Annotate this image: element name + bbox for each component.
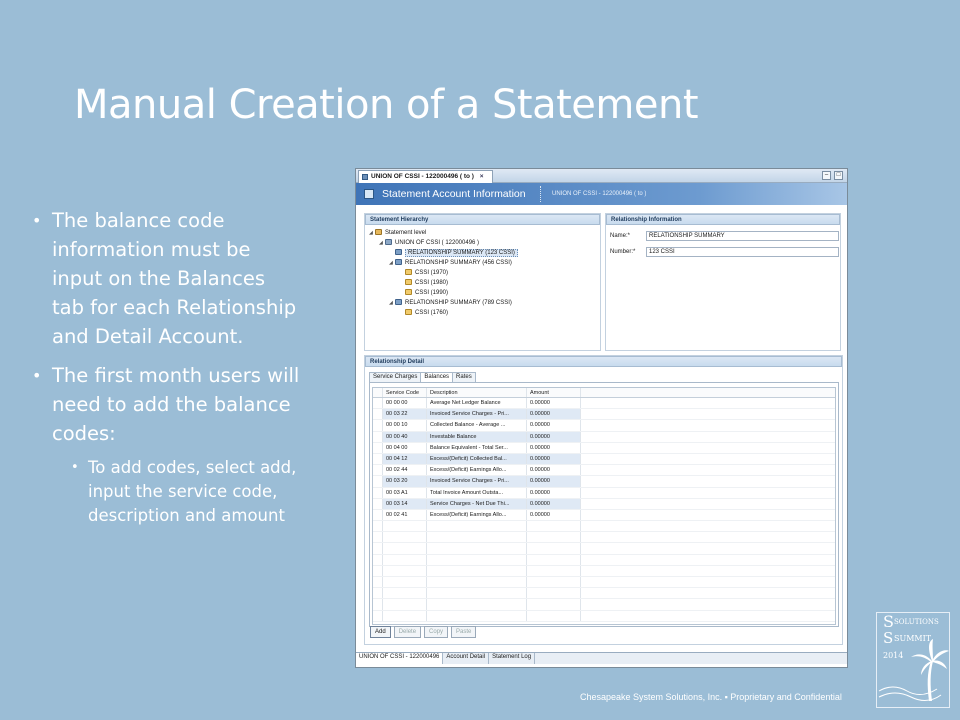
service-code-cell[interactable]: 00 00 00 [383, 398, 427, 408]
footer-text: Chesapeake System Solutions, Inc. ▪ Proprietary and Confidential [580, 692, 842, 702]
filler-cell [581, 611, 835, 621]
filler-cell [581, 566, 835, 576]
filler-cell [581, 488, 835, 498]
hierarchy-tree [365, 225, 600, 321]
tree-node-label: CSSI (1980) [415, 280, 449, 286]
table-row[interactable] [373, 465, 835, 476]
table-row[interactable] [373, 599, 835, 610]
description-cell[interactable]: Excess/(Deficit) Earnings Allo... [427, 510, 527, 520]
table-row[interactable] [373, 555, 835, 566]
relationship-detail-title: Relationship Detail [365, 356, 842, 367]
tree-node[interactable] [369, 248, 596, 258]
table-row[interactable] [373, 420, 835, 431]
row-header-cell [373, 432, 383, 442]
tab-service-charges[interactable]: Service Charges [369, 372, 421, 382]
balances-table [372, 387, 836, 625]
relationship-detail-pane [364, 355, 843, 645]
table-row[interactable] [373, 432, 835, 443]
table-row[interactable] [373, 577, 835, 588]
amount-cell[interactable] [527, 588, 581, 598]
tree-node-label: RELATIONSHIP SUMMARY (789 CSSI) [405, 300, 512, 306]
description-cell[interactable] [427, 532, 527, 542]
service-code-cell[interactable]: 00 04 00 [383, 443, 427, 453]
table-row[interactable] [373, 566, 835, 577]
service-code-cell[interactable] [383, 566, 427, 576]
form-subtitle: UNION OF CSSI - 122000496 ( to ) [552, 191, 647, 197]
hierarchy-title: Statement Hierarchy [365, 214, 600, 225]
filler-cell [581, 443, 835, 453]
expand-arrow-icon[interactable]: ◢ [369, 230, 373, 236]
amount-cell[interactable] [527, 611, 581, 621]
table-row[interactable] [373, 532, 835, 543]
app-screenshot-window [355, 168, 848, 668]
tree-node-label: UNION OF CSSI ( 122000496 ) [395, 240, 480, 246]
filler-cell [581, 432, 835, 442]
minimize-button[interactable]: – [822, 171, 831, 180]
window-controls [822, 171, 843, 180]
table-header [373, 388, 835, 398]
tree-node[interactable] [369, 258, 596, 268]
filler-cell [581, 409, 835, 419]
relationship-icon [395, 249, 402, 255]
column-header-amount[interactable]: Amount [527, 388, 581, 397]
description-cell[interactable] [427, 588, 527, 598]
name-label: Name:* [610, 233, 631, 239]
relationship-icon [395, 259, 402, 265]
amount-cell[interactable]: 0.00000 [527, 454, 581, 464]
folder-icon [375, 229, 382, 235]
service-code-cell[interactable]: 00 00 40 [383, 432, 427, 442]
table-button-bar [370, 626, 476, 638]
account-icon [405, 309, 412, 315]
table-row[interactable] [373, 611, 835, 622]
service-code-cell[interactable] [383, 521, 427, 531]
service-code-cell[interactable] [383, 588, 427, 598]
service-code-cell[interactable] [383, 532, 427, 542]
description-cell[interactable]: Investable Balance [427, 432, 527, 442]
filler-cell [581, 577, 835, 587]
delete-button[interactable]: Delete [394, 626, 421, 638]
row-header-cell [373, 543, 383, 553]
table-row[interactable] [373, 443, 835, 454]
service-code-cell[interactable]: 00 03 20 [383, 476, 427, 486]
detail-tabs [369, 372, 475, 382]
relationship-info-pane [605, 213, 841, 351]
filler-cell [581, 465, 835, 475]
row-header-cell [373, 409, 383, 419]
row-header-cell [373, 611, 383, 621]
service-code-cell[interactable]: 00 03 14 [383, 499, 427, 509]
service-code-cell[interactable] [383, 543, 427, 553]
amount-cell[interactable] [527, 555, 581, 565]
filler-cell [581, 532, 835, 542]
form-header-banner [356, 183, 847, 205]
table-body [373, 398, 835, 622]
tree-node[interactable] [369, 308, 596, 318]
sub-bullet-item: • To add codes, select add, input the service code, description and amount [88, 456, 302, 528]
description-cell[interactable]: Balance Equivalent - Total Ser... [427, 443, 527, 453]
svg-text:S: S [883, 613, 894, 631]
amount-cell[interactable] [527, 543, 581, 553]
relationship-info-title: Relationship Information [606, 214, 840, 225]
description-cell[interactable] [427, 611, 527, 621]
filler-cell [581, 499, 835, 509]
amount-cell[interactable]: 0.00000 [527, 432, 581, 442]
amount-cell[interactable] [527, 599, 581, 609]
row-header-cell [373, 599, 383, 609]
close-icon[interactable]: × [479, 173, 484, 180]
editor-tab[interactable] [358, 170, 493, 183]
row-header-cell [373, 555, 383, 565]
table-row[interactable] [373, 543, 835, 554]
table-row[interactable] [373, 588, 835, 599]
editor-tab-label: UNION OF CSSI - 122000496 ( to ) [371, 173, 474, 180]
balances-tab-panel [369, 382, 839, 627]
filler-cell [581, 521, 835, 531]
tab-rates[interactable]: Rates [452, 372, 476, 382]
number-label: Number:* [610, 249, 636, 255]
service-code-cell[interactable]: 00 02 41 [383, 510, 427, 520]
table-row[interactable] [373, 476, 835, 487]
bank-icon [385, 239, 392, 245]
tree-node[interactable] [369, 298, 596, 308]
tree-node[interactable] [369, 228, 596, 238]
column-header-filler [581, 388, 835, 397]
description-cell[interactable] [427, 599, 527, 609]
tree-node[interactable] [369, 278, 596, 288]
tab-account-detail[interactable]: Account Detail [443, 653, 489, 664]
amount-cell[interactable] [527, 521, 581, 531]
filler-cell [581, 543, 835, 553]
bottom-tab-bar [356, 652, 848, 664]
bullet-item: • The balance code information must be input on the Balances tab for each Relationship and Detail Account. [32, 206, 302, 351]
description-cell[interactable] [427, 521, 527, 531]
tree-node-label: CSSI (1970) [415, 270, 449, 276]
row-header-cell [373, 577, 383, 587]
tab-statement-log[interactable]: Statement Log [489, 653, 535, 664]
row-header-cell [373, 443, 383, 453]
filler-cell [581, 454, 835, 464]
amount-cell[interactable] [527, 577, 581, 587]
description-cell[interactable] [427, 566, 527, 576]
wave-icon [879, 693, 941, 701]
table-row[interactable] [373, 454, 835, 465]
palm-tree-icon [911, 639, 949, 701]
account-icon [405, 289, 412, 295]
amount-cell[interactable]: 0.00000 [527, 420, 581, 430]
row-header-cell [373, 398, 383, 408]
service-code-cell[interactable] [383, 599, 427, 609]
amount-cell[interactable] [527, 532, 581, 542]
row-header-cell [373, 454, 383, 464]
logo-line2: SUMMIT [894, 634, 932, 643]
description-cell[interactable] [427, 543, 527, 553]
table-row[interactable] [373, 398, 835, 409]
column-header-description[interactable]: Description [427, 388, 527, 397]
editor-tab-bar [356, 169, 847, 183]
tree-node[interactable] [369, 288, 596, 298]
row-header-cell [373, 499, 383, 509]
expand-arrow-icon[interactable]: ◢ [389, 260, 393, 266]
header-separator [540, 186, 541, 202]
row-header-cell [373, 465, 383, 475]
tree-node[interactable] [369, 238, 596, 248]
amount-cell[interactable]: 0.00000 [527, 510, 581, 520]
amount-cell[interactable]: 0.00000 [527, 499, 581, 509]
service-code-cell[interactable]: 00 00 10 [383, 420, 427, 430]
expand-arrow-icon[interactable]: ◢ [379, 240, 383, 246]
amount-cell[interactable]: 0.00000 [527, 488, 581, 498]
row-header-cell [373, 388, 383, 397]
tree-node-label: Statement level [385, 230, 427, 236]
service-code-cell[interactable] [383, 577, 427, 587]
table-row[interactable] [373, 499, 835, 510]
description-cell[interactable]: Total Invoice Amount Outsta... [427, 488, 527, 498]
service-code-cell[interactable]: 00 04 12 [383, 454, 427, 464]
amount-cell[interactable]: 0.00000 [527, 398, 581, 408]
add-button[interactable]: Add [370, 626, 391, 638]
filler-cell [581, 398, 835, 408]
row-header-cell [373, 566, 383, 576]
bullet-item: • The first month users will need to add the balance codes: [32, 361, 302, 448]
copy-button[interactable]: Copy [424, 626, 448, 638]
tree-node-label: RELATIONSHIP SUMMARY (456 CSSI) [405, 260, 512, 266]
form-icon [364, 189, 374, 199]
tree-node-label: RELATIONSHIP SUMMARY (123 CSSI) [405, 249, 518, 257]
service-code-cell[interactable]: 00 03 A1 [383, 488, 427, 498]
description-cell[interactable] [427, 577, 527, 587]
amount-cell[interactable]: 0.00000 [527, 465, 581, 475]
table-row[interactable] [373, 409, 835, 420]
amount-cell[interactable] [527, 566, 581, 576]
description-cell[interactable]: Excess/(Deficit) Earnings Allo... [427, 465, 527, 475]
paste-button[interactable]: Paste [451, 626, 476, 638]
tab-balances[interactable]: Balances [420, 372, 453, 382]
row-header-cell [373, 488, 383, 498]
table-row[interactable] [373, 521, 835, 532]
tree-node-label: CSSI (1760) [415, 310, 449, 316]
table-row[interactable] [373, 510, 835, 521]
table-row[interactable] [373, 488, 835, 499]
row-header-cell [373, 588, 383, 598]
statement-hierarchy-pane [364, 213, 601, 351]
row-header-cell [373, 521, 383, 531]
filler-cell [581, 420, 835, 430]
logo-year: 2014 [883, 651, 904, 660]
description-cell[interactable]: Service Charges - Net Due Thi... [427, 499, 527, 509]
row-header-cell [373, 532, 383, 542]
name-field[interactable]: RELATIONSHIP SUMMARY [646, 231, 839, 241]
row-header-cell [373, 420, 383, 430]
filler-cell [581, 555, 835, 565]
filler-cell [581, 599, 835, 609]
document-icon [362, 174, 368, 180]
bullet-list [32, 206, 302, 528]
tree-node[interactable] [369, 268, 596, 278]
number-row [610, 249, 675, 255]
account-icon [405, 269, 412, 275]
form-title: Statement Account Information [382, 188, 526, 200]
column-header-service-code[interactable]: Service Code [383, 388, 427, 397]
description-cell[interactable]: Collected Balance - Average ... [427, 420, 527, 430]
tree-node-label: CSSI (1990) [415, 290, 449, 296]
relationship-icon [395, 299, 402, 305]
description-cell[interactable] [427, 555, 527, 565]
filler-cell [581, 588, 835, 598]
row-header-cell [373, 510, 383, 520]
name-row [610, 233, 725, 239]
solutions-summit-logo [876, 612, 950, 708]
description-cell[interactable]: Average Net Ledger Balance [427, 398, 527, 408]
amount-cell[interactable]: 0.00000 [527, 476, 581, 486]
service-code-cell[interactable]: 00 03 22 [383, 409, 427, 419]
svg-text:S: S [883, 629, 894, 647]
service-code-cell[interactable] [383, 555, 427, 565]
logo-line1: SOLUTIONS [894, 618, 939, 626]
account-icon [405, 279, 412, 285]
tab-union-of-cssi[interactable]: UNION OF CSSI - 122000496 [356, 653, 443, 664]
expand-arrow-icon[interactable]: ◢ [389, 300, 393, 306]
maximize-button[interactable]: □ [834, 171, 843, 180]
row-header-cell [373, 476, 383, 486]
description-cell[interactable]: Invoiced Service Charges - Pri... [427, 409, 527, 419]
description-cell[interactable]: Excess/(Deficit) Collected Bal... [427, 454, 527, 464]
description-cell[interactable]: Invoiced Service Charges - Pri... [427, 476, 527, 486]
amount-cell[interactable]: 0.00000 [527, 443, 581, 453]
slide-title: Manual Creation of a Statement [74, 82, 699, 128]
service-code-cell[interactable]: 00 02 44 [383, 465, 427, 475]
number-field[interactable]: 123 CSSI [646, 247, 839, 257]
filler-cell [581, 510, 835, 520]
service-code-cell[interactable] [383, 611, 427, 621]
filler-cell [581, 476, 835, 486]
amount-cell[interactable]: 0.00000 [527, 409, 581, 419]
